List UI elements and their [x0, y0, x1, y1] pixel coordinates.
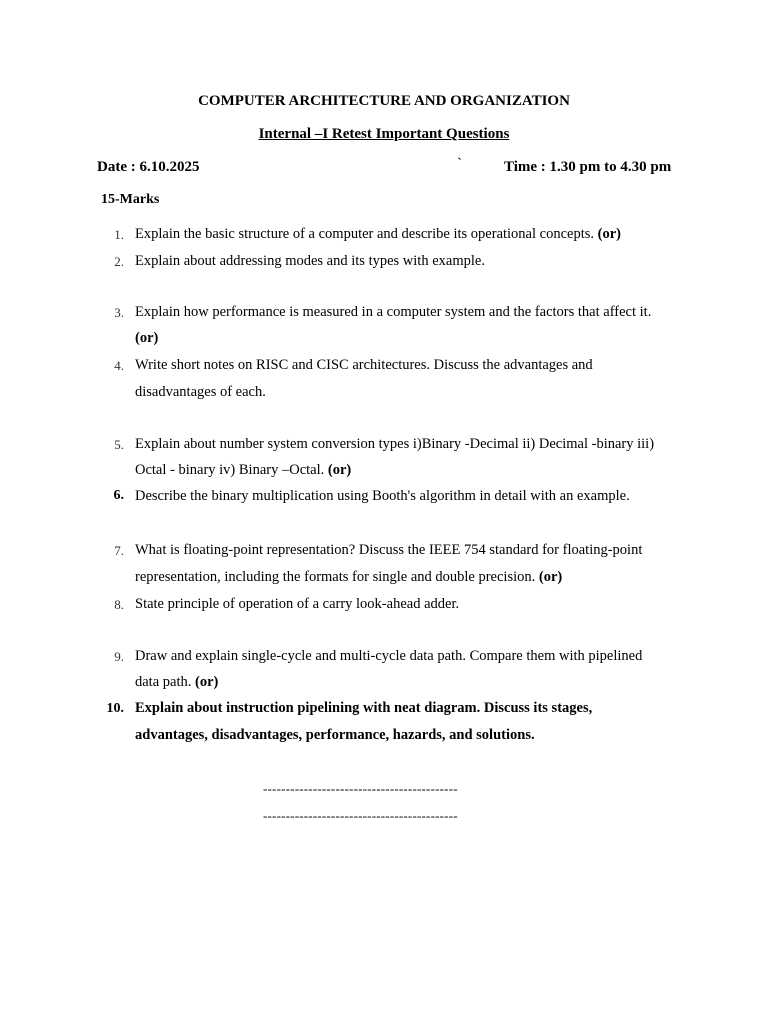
- question-number: 7.: [114, 543, 124, 558]
- question-text-cont: data path. (or): [135, 674, 219, 690]
- question-number: 9.: [114, 649, 124, 664]
- question-number: 4.: [114, 358, 124, 373]
- or-label: (or): [597, 226, 621, 242]
- section-label: 15-Marks: [101, 192, 160, 207]
- question-text-cont: disadvantages of each.: [135, 384, 266, 400]
- question-text: Explain about instruction pipelining with neat diagram. Discuss its stages,: [135, 700, 593, 716]
- question-text: Describe the binary multiplication using Booth's algorithm in detail with an example.: [135, 488, 630, 504]
- question-text-cont: advantages, disadvantages, performance, hazards, and solutions.: [135, 727, 535, 743]
- question-number: 6.: [113, 488, 124, 503]
- or-label: (or): [538, 569, 563, 585]
- question-text-cont: Octal - binary iv) Binary –Octal. (or): [135, 462, 352, 478]
- or-label: (or): [195, 674, 219, 690]
- divider-line: -------------------------------------------: [263, 808, 458, 823]
- question-text: Explain about number system conversion types i)Binary -Decimal ii) Decimal -binary iii): [135, 436, 655, 452]
- exam-subtitle: Internal –I Retest Important Questions: [258, 126, 510, 142]
- question-text: Draw and explain single-cycle and multi-cycle data path. Compare them with pipelined: [135, 648, 643, 664]
- question-number: 10.: [106, 701, 124, 716]
- or-label: (or): [327, 462, 352, 478]
- divider-line: -------------------------------------------: [263, 781, 458, 796]
- stray-mark: `: [457, 156, 462, 172]
- question-number: 3.: [114, 305, 124, 320]
- question-text-cont: representation, including the formats for single and double precision. (or): [135, 569, 563, 585]
- exam-date: Date : 6.10.2025: [97, 159, 200, 175]
- course-title: COMPUTER ARCHITECTURE AND ORGANIZATION: [198, 93, 570, 109]
- exam-time: Time : 1.30 pm to 4.30 pm: [504, 159, 672, 175]
- question-text: What is floating-point representation? Discuss the IEEE 754 standard for floating-point: [135, 542, 643, 558]
- question-number: 1.: [114, 227, 124, 242]
- question-text: Explain how performance is measured in a computer system and the factors that affect it.: [135, 304, 652, 320]
- or-label: (or): [135, 330, 159, 346]
- question-text: Explain about addressing modes and its types with example.: [135, 253, 485, 269]
- question-number: 8.: [114, 597, 124, 612]
- question-number: 2.: [114, 254, 124, 269]
- question-text: Write short notes on RISC and CISC architectures. Discuss the advantages and: [135, 357, 593, 373]
- question-text: Explain the basic structure of a computer and describe its operational concepts. (or): [135, 226, 621, 242]
- question-text: State principle of operation of a carry look-ahead adder.: [135, 596, 460, 612]
- question-number: 5.: [114, 437, 124, 452]
